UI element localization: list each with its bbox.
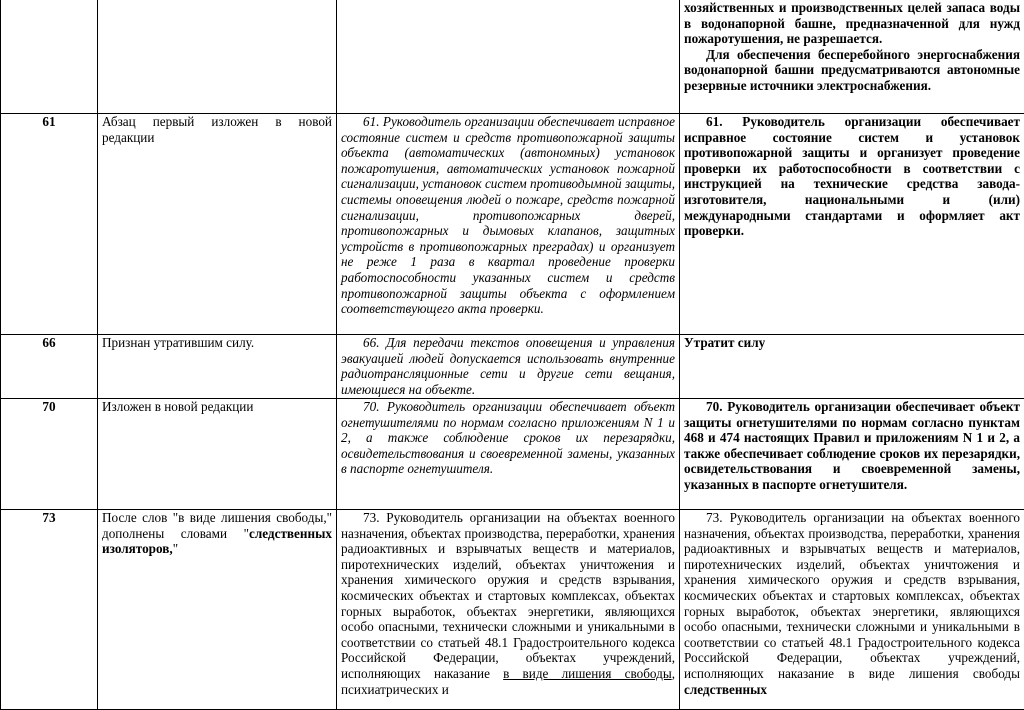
row-number bbox=[1, 0, 98, 114]
change-description: Изложен в новой редакции bbox=[98, 399, 337, 510]
new-text: 70. Руководитель организации обеспечивает объект защиты огнетушителями по нормам согласно пунктам 468 и 474 настоящих Правил и приложениям N 1 и 2, а также обеспечивает соблюдение сроков их перезарядки, освидетельствования и своевременной замены, указанных в паспорте огнетушителя. bbox=[680, 399, 1024, 510]
table-row bbox=[1, 0, 1024, 114]
old-text: 61. Руководитель организации обеспечивает исправное состояние систем и средств противопожарной защиты объекта (автоматических (автономных) установок пожаротушения, автоматических установок пожарной сигнализации, установок систем противодымной защиты, системы оповещения людей о пожаре, средств пожарной сигнализации, противопожарных дверей, противопожарных и дымовых клапанов, защитных устройств в противопожарных преградах) и организует не реже 1 раза в квартал проведение проверки работоспособности указанных систем и средств противопожарной защиты объекта с оформлением соответствующего акта проверки. bbox=[337, 114, 680, 335]
old-text: 66. Для передачи текстов оповещения и управления эвакуацией людей допускается использовать внутренние радиотрансляционные сети и другие сети вещания, имеющиеся на объекте. bbox=[337, 335, 680, 399]
new-text-paragraph: Для обеспечения бесперебойного энергоснабжения водонапорной башни предусматриваются автономные резервные источники электроснабжения. bbox=[684, 47, 1020, 94]
old-text-underlined: в виде лишения свободы bbox=[503, 666, 672, 681]
row-number: 70 bbox=[1, 399, 98, 510]
change-text: После слов "в виде лишения свободы," дополнены словами " bbox=[102, 510, 332, 541]
old-text-part: , психиатрических и bbox=[341, 666, 675, 697]
new-text-bold: следственных bbox=[684, 682, 767, 697]
row-number: 73 bbox=[1, 510, 98, 710]
old-text-part: 73. Руководитель организации на объектах военного назначения, объектах производства, переработки, хранения радиоактивных и взрывчатых веществ и материалов, пиротехнических изделий, объектах уничтожения и хранения химического оружия и средств взрывания, космических объектах и стартовых комплексах, объектах горных выработок, объектах энергетики, являющихся особо опасными, технически сложными и уникальными в соответствии со статьей 48.1 Градостроительного кодекса Российской Федерации, объектах учреждений, исполняющих наказание bbox=[341, 510, 675, 681]
new-text-part: 73. Руководитель организации на объектах военного назначения, объектах производства, переработки, хранения радиоактивных и взрывчатых веществ и материалов, пиротехнических изделий, объектах уничтожения и хранения химического оружия и средств взрывания, космических объектах и стартовых комплексах, объектах горных выработок, объектах энергетики, являющихся особо опасными, технически сложными и уникальными в соответствии со статьей 48.1 Градостроительного кодекса Российской Федерации, объектах учреждений, исполняющих наказание в виде лишения свободы bbox=[684, 510, 1020, 681]
new-text bbox=[680, 510, 1024, 710]
old-text bbox=[337, 0, 680, 114]
change-description: Абзац первый изложен в новой редакции bbox=[98, 114, 337, 335]
new-text bbox=[680, 0, 1024, 114]
change-description bbox=[98, 510, 337, 710]
row-number: 61 bbox=[1, 114, 98, 335]
row-number: 66 bbox=[1, 335, 98, 399]
change-text: " bbox=[173, 541, 178, 556]
change-description bbox=[98, 0, 337, 114]
table-row bbox=[1, 335, 1024, 399]
change-description: Признан утратившим силу. bbox=[98, 335, 337, 399]
old-text: 70. Руководитель организации обеспечивает объект огнетушителями по нормам согласно приложениям N 1 и 2, а также соблюдение сроков их перезарядки, освидетельствования и своевременной замены, указанных в паспорте огнетушителя. bbox=[337, 399, 680, 510]
new-text-paragraph: хозяйственных и производственных целей запаса воды в водонапорной башне, предназначенной для нужд пожаротушения, не разрешается. bbox=[684, 0, 1020, 47]
new-text: Утратит силу bbox=[680, 335, 1024, 399]
new-text: 61. Руководитель организации обеспечивает исправное состояние систем и установок противопожарной защиты и организует проведение проверки их работоспособности в соответствии с инструкцией на технические средства завода-изготовителя, национальными и (или) международными стандартами и оформляет акт проверки. bbox=[680, 114, 1024, 335]
old-text bbox=[337, 510, 680, 710]
change-text-bold: следственных изоляторов, bbox=[102, 526, 332, 557]
table-row bbox=[1, 399, 1024, 510]
table-row bbox=[1, 510, 1024, 710]
table-row bbox=[1, 114, 1024, 335]
